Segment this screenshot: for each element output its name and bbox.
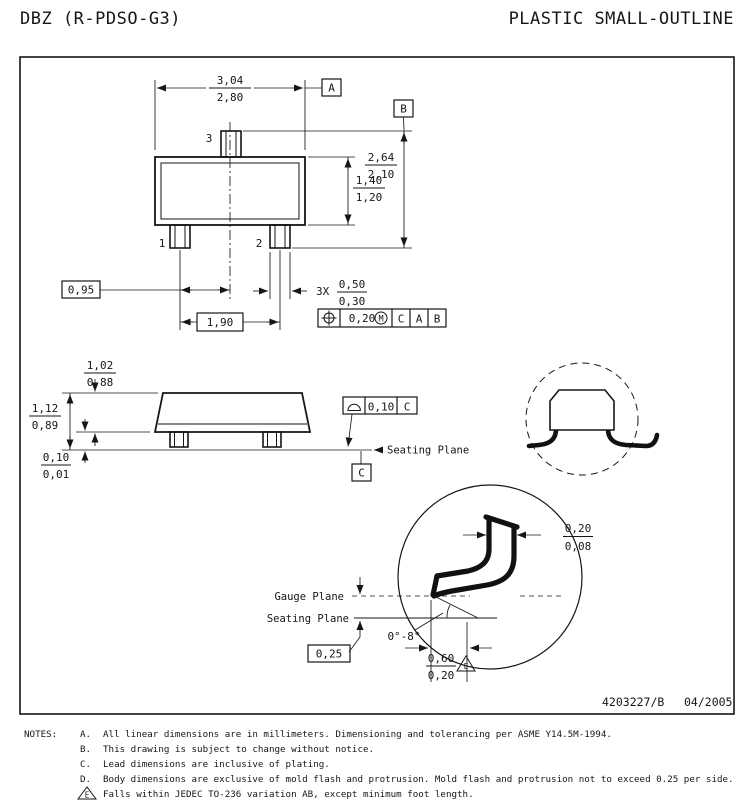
document-number: 4203227/B bbox=[602, 695, 665, 709]
detail-seating-plane-label: Seating Plane bbox=[266, 613, 349, 625]
document-date: 04/2005 bbox=[684, 695, 733, 709]
triangle-e-letter: E bbox=[463, 662, 469, 671]
package-type-title: PLASTIC SMALL-OUTLINE bbox=[508, 9, 734, 29]
note-b-label: B. bbox=[80, 744, 92, 755]
note-e-label: E bbox=[84, 790, 90, 800]
note-c-label: C. bbox=[80, 759, 92, 770]
fcf-datum-2: A bbox=[415, 312, 423, 326]
note-d-label: D. bbox=[80, 774, 92, 785]
dim-lead-width-max: 0,50 bbox=[338, 278, 366, 291]
dim-standoff-max: 0,10 bbox=[42, 451, 70, 464]
dim-body-length-min: 1,20 bbox=[355, 191, 383, 204]
dim-standoff-min: 0,01 bbox=[42, 468, 70, 481]
dim-foot-length-min: 0,20 bbox=[427, 669, 455, 682]
dim-lead-width-qty: 3X bbox=[316, 285, 330, 298]
dim-lead-width-min: 0,30 bbox=[338, 295, 366, 308]
pin-2-number: 2 bbox=[255, 237, 263, 250]
note-c-text: Lead dimensions are inclusive of plating. bbox=[103, 759, 330, 770]
end-view-body bbox=[550, 390, 614, 430]
note-e-text: Falls within JEDEC TO-236 variation AB, except minimum foot length. bbox=[103, 789, 474, 800]
dim-overall-max: 2,64 bbox=[367, 151, 395, 164]
dim-lead-thickness-min: 0,08 bbox=[564, 540, 592, 553]
flatness-datum: C bbox=[403, 400, 411, 414]
note-b-text: This drawing is subject to change without notice. bbox=[103, 744, 375, 755]
datum-b-label: B bbox=[400, 102, 407, 116]
flatness-tolerance: 0,10 bbox=[367, 400, 395, 414]
dim-body-thickness-min: 0,88 bbox=[86, 376, 114, 389]
notes-heading: NOTES: bbox=[24, 729, 58, 740]
dim-body-width-max: 3,04 bbox=[216, 74, 244, 87]
dim-body-length-max: 1,40 bbox=[355, 174, 383, 187]
fcf-datum-1: C bbox=[397, 312, 405, 326]
dim-lead-thickness-max: 0,20 bbox=[564, 522, 592, 535]
dim-body-thickness-max: 1,02 bbox=[86, 359, 114, 372]
mmc-letter: M bbox=[378, 314, 384, 325]
dim-lead-span-value: 1,90 bbox=[206, 316, 234, 329]
pin-3-number: 3 bbox=[205, 132, 213, 145]
dim-body-width-min: 2,80 bbox=[216, 91, 244, 104]
dim-overall-min: 2,10 bbox=[367, 168, 395, 181]
dim-foot-angle-value: 0°-8° bbox=[387, 630, 421, 643]
dim-gauge-offset-value: 0,25 bbox=[315, 647, 343, 661]
note-d-text: Body dimensions are exclusive of mold flash and protrusion. Mold flash and protrusion not to exceed 0.25 per side. bbox=[103, 774, 734, 785]
datum-c-label: C bbox=[358, 466, 365, 480]
datum-a-label: A bbox=[328, 81, 335, 95]
gauge-plane-label: Gauge Plane bbox=[274, 591, 344, 603]
dim-lead-pitch-value: 0,95 bbox=[67, 283, 95, 297]
fcf-datum-3: B bbox=[433, 312, 441, 326]
dim-overall-height-max: 1,12 bbox=[31, 402, 59, 415]
position-tolerance-value: 0,20 bbox=[348, 312, 376, 325]
seating-plane-label: Seating Plane bbox=[387, 444, 470, 457]
dim-overall-height-min: 0,89 bbox=[31, 419, 59, 432]
note-a-text: All linear dimensions are in millimeters. Dimensioning and tolerancing per ASME Y14.5M-1994. bbox=[103, 729, 612, 740]
pin-1-number: 1 bbox=[158, 237, 166, 250]
package-code-title: DBZ (R-PDSO-G3) bbox=[20, 9, 182, 29]
dim-foot-length-max: 0,60 bbox=[427, 652, 455, 665]
note-a-label: A. bbox=[80, 729, 92, 740]
